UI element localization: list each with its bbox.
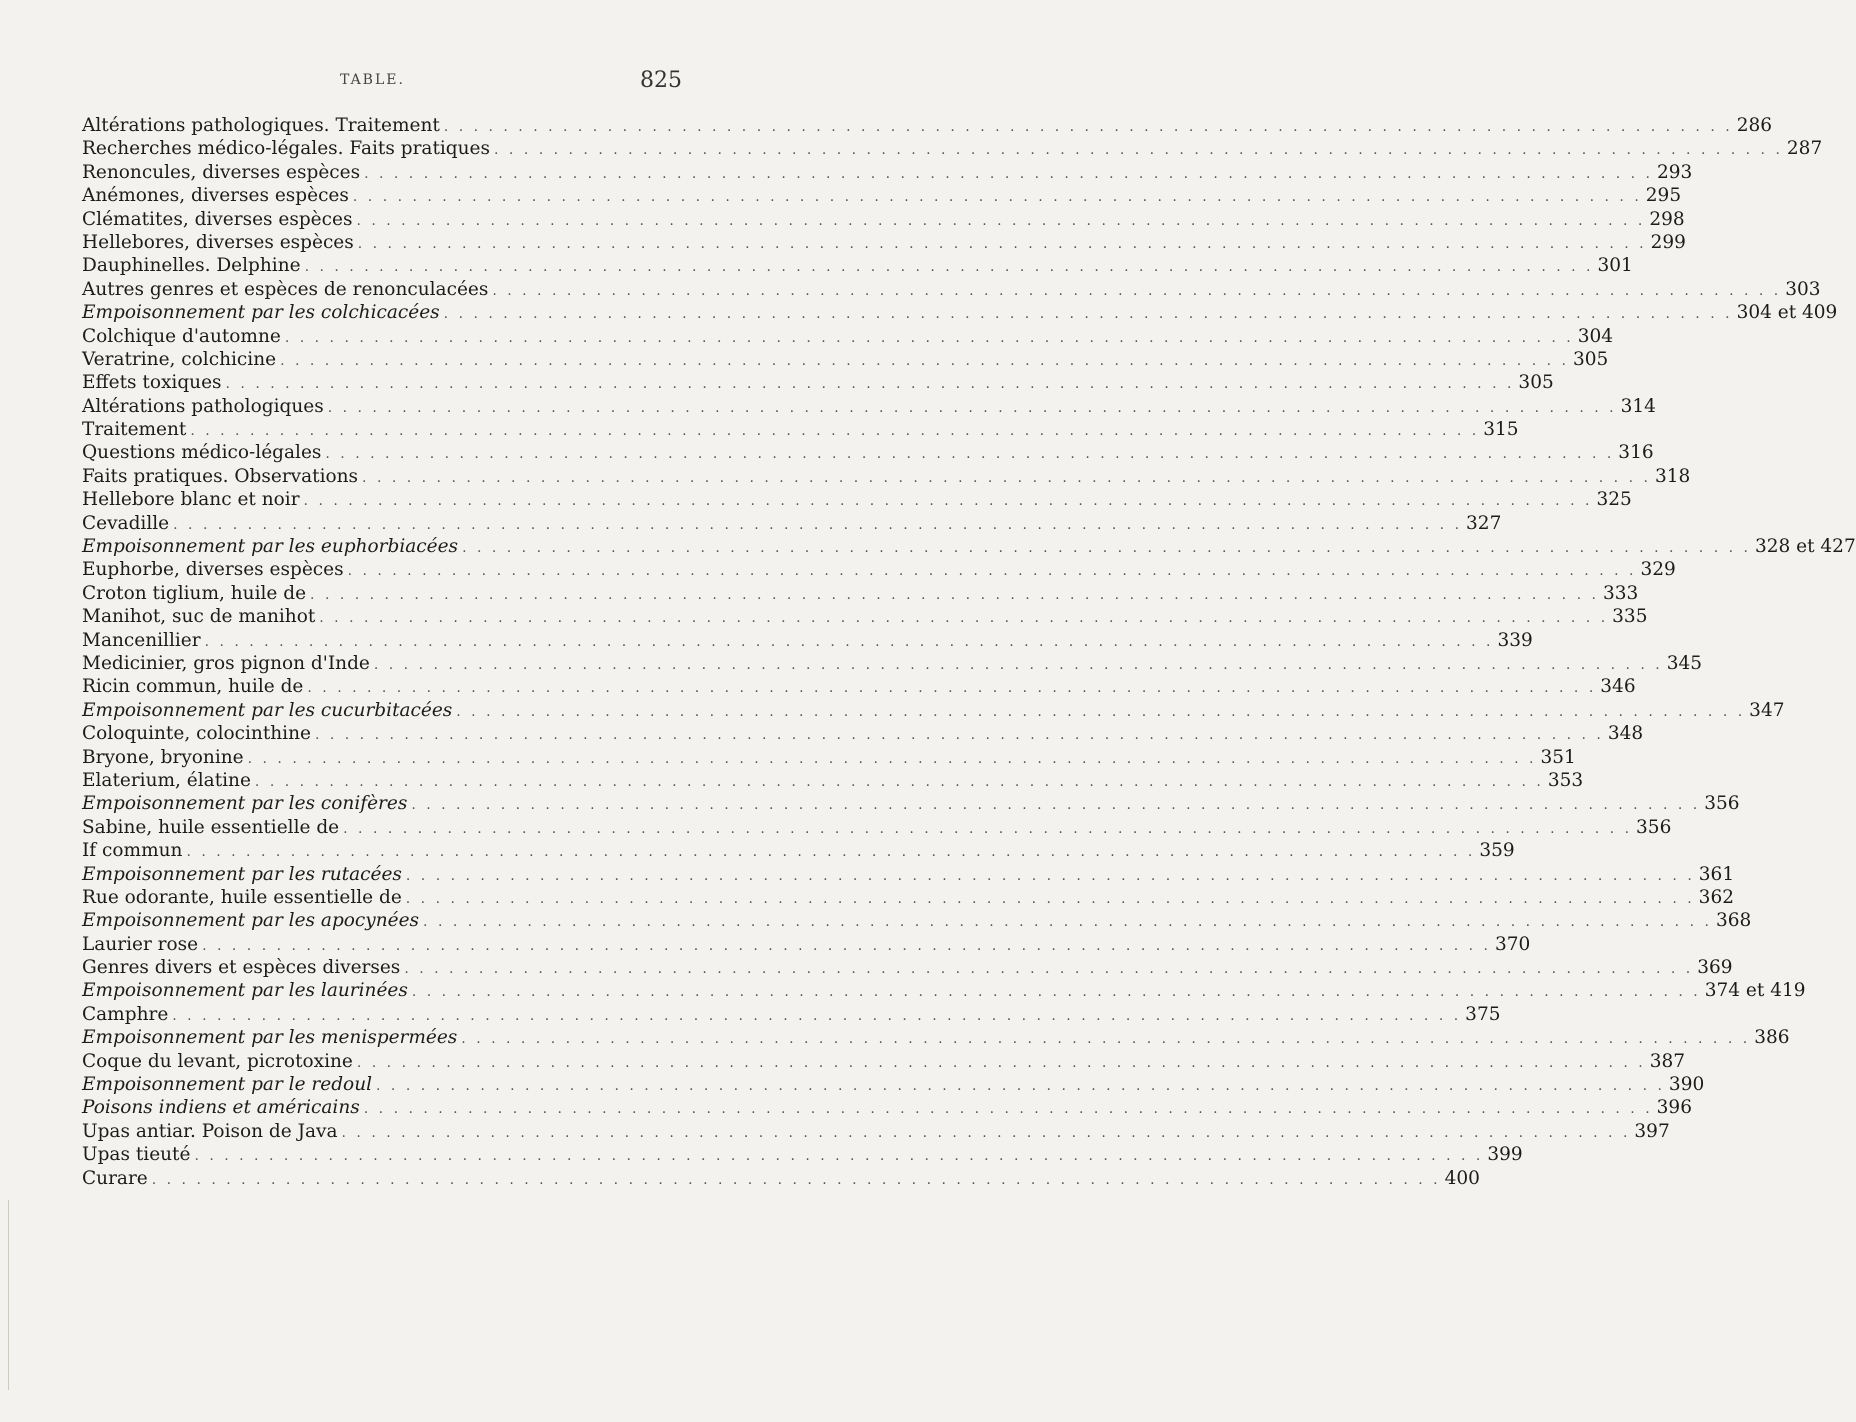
toc-entry-title: Empoisonnement par les rutacées [82, 863, 402, 885]
dot-leader [358, 233, 1647, 256]
dot-leader [376, 1075, 1665, 1098]
toc-entry [82, 208, 1685, 231]
dot-leader [173, 514, 1462, 537]
dot-leader [357, 1052, 1646, 1075]
toc-entry-title: Empoisonnement par les euphorbiacées [82, 536, 459, 558]
dot-leader [305, 256, 1594, 279]
toc-entry-title: Recherches médico-légales. Faits pratiques [82, 138, 491, 160]
toc-section-heading [82, 1073, 1705, 1096]
toc-section-heading [82, 699, 1785, 722]
toc-entry [82, 325, 1614, 348]
dot-leader [444, 116, 1733, 139]
toc-entry-title: Laurier rose [82, 933, 199, 955]
toc-entry [82, 605, 1648, 628]
toc-entry-page: 356 [1636, 816, 1672, 838]
toc-entry-title: Empoisonnement par les cucurbitacées [82, 699, 453, 721]
dot-leader [406, 888, 1695, 911]
page-number: 825 [640, 68, 682, 93]
toc-entry-page: 295 [1645, 185, 1682, 207]
toc-entry-page: 314 [1620, 395, 1656, 417]
toc-entry-title: Sabine, huile essentielle de [82, 816, 340, 838]
dot-leader [315, 724, 1604, 747]
toc-entry-page: 339 [1497, 629, 1533, 651]
toc-entry-page: 400 [1444, 1167, 1480, 1189]
toc-entry-page: 368 [1715, 910, 1752, 932]
toc-entry-title: Ricin commun, huile de [82, 676, 304, 698]
toc-entry-page: 375 [1465, 1003, 1501, 1025]
dot-leader [353, 186, 1642, 209]
toc-entry-page: 305 [1572, 348, 1609, 370]
dot-leader [364, 163, 1653, 186]
dot-leader [461, 1028, 1750, 1051]
toc-entry-title: Manihot, suc de manihot [82, 606, 316, 628]
dot-leader [325, 443, 1614, 466]
toc-entry [82, 675, 1636, 698]
toc-entry [82, 629, 1533, 652]
toc-entry-page: 353 [1547, 769, 1584, 791]
toc-entry [82, 395, 1656, 418]
toc-entry [82, 488, 1632, 511]
toc-entry [82, 1120, 1670, 1143]
toc-entry-title: Veratrine, colchicine [82, 348, 277, 370]
toc-entry [82, 886, 1734, 909]
toc-entry-page: 299 [1650, 231, 1686, 253]
toc-entry-page: 374 et 419 [1704, 980, 1806, 1002]
dot-leader [202, 935, 1491, 958]
toc-entry [82, 184, 1682, 207]
toc-entry-page: 325 [1596, 489, 1632, 511]
toc-entry-title: Altérations pathologiques [82, 395, 324, 417]
toc-entry-title: Elaterium, élatine [82, 769, 251, 791]
toc-entry [82, 1050, 1686, 1073]
toc-entry-title: Clématites, diverses espèces [82, 208, 353, 230]
toc-entry [82, 137, 1823, 160]
toc-section-heading [82, 792, 1740, 815]
toc-entry-title: Camphre [82, 1003, 169, 1025]
toc-entry-page: 351 [1540, 746, 1576, 768]
toc-entry-page: 333 [1602, 582, 1639, 604]
dot-leader [186, 841, 1475, 864]
toc-entry-page: 386 [1754, 1027, 1790, 1049]
dot-leader [374, 654, 1663, 677]
toc-entry-page: 345 [1666, 652, 1703, 674]
toc-section-heading [82, 1096, 1692, 1119]
dot-leader [462, 537, 1751, 560]
toc-entry-title: Altérations pathologiques. Traitement [82, 115, 440, 136]
toc-entry-title: Hellebore blanc et noir [82, 489, 300, 511]
toc-entry-title: Traitement [82, 419, 187, 441]
toc-entry [82, 1167, 1480, 1190]
dot-leader [304, 490, 1593, 513]
toc-entry-page: 328 et 427 [1754, 536, 1856, 558]
toc-entry-title: Empoisonnement par les menispermées [82, 1027, 458, 1049]
toc-entry-page: 387 [1649, 1050, 1686, 1072]
toc-entry [82, 933, 1531, 956]
toc-entry-title: Medicinier, gros pignon d'Inde [82, 652, 370, 674]
toc-entry [82, 512, 1502, 535]
toc-entry [82, 1143, 1523, 1166]
toc-entry [82, 114, 1772, 137]
toc-entry [82, 558, 1676, 581]
toc-entry [82, 1003, 1501, 1026]
dot-leader [280, 350, 1569, 373]
toc-section-heading [82, 535, 1856, 558]
toc-entry-title: Coloquinte, colocinthine [82, 723, 311, 745]
toc-entry-title: Curare [82, 1167, 148, 1189]
toc-entry-page: 397 [1634, 1120, 1670, 1142]
toc-entry-page: 399 [1487, 1144, 1523, 1166]
dot-leader [328, 397, 1617, 420]
toc-entry-page: 298 [1649, 208, 1685, 230]
dot-leader [444, 303, 1733, 326]
toc-entry-title: Upas tieuté [82, 1144, 191, 1166]
dot-leader [248, 748, 1537, 771]
toc-entry-title: Anémones, diverses espèces [82, 185, 349, 207]
toc-entry [82, 254, 1633, 277]
dot-leader [356, 210, 1645, 233]
toc-entry-page: 327 [1466, 512, 1502, 534]
dot-leader [205, 631, 1494, 654]
toc-entry-page: 304 et 409 [1736, 302, 1838, 324]
dot-leader [319, 607, 1608, 630]
dot-leader [406, 865, 1695, 888]
toc-entry-title: Empoisonnement par les apocynées [82, 910, 420, 932]
dot-leader [404, 958, 1693, 981]
dot-leader [152, 1169, 1441, 1192]
dot-leader [423, 911, 1712, 934]
running-head: TABLE. [340, 72, 405, 88]
toc-entry-page: 361 [1698, 863, 1735, 885]
page-header [0, 68, 800, 98]
dot-leader [494, 139, 1783, 162]
toc-section-heading [82, 301, 1838, 324]
toc-entry-title: Renoncules, diverses espèces [82, 161, 361, 183]
dot-leader [307, 677, 1596, 700]
toc-entry-title: Empoisonnement par les conifères [82, 793, 408, 815]
toc-entry-page: 369 [1697, 957, 1733, 979]
dot-leader [342, 1122, 1631, 1145]
toc-entry [82, 441, 1654, 464]
toc-entry-page: 287 [1786, 138, 1823, 160]
dot-leader [190, 420, 1479, 443]
toc-entry-page: 304 [1577, 325, 1614, 347]
toc-entry-page: 390 [1668, 1074, 1705, 1096]
toc-entry-title: Autres genres et espèces de renonculacées [82, 278, 489, 300]
toc-entry [82, 231, 1686, 254]
toc-entry [82, 816, 1672, 839]
toc-entry-page: 329 [1640, 559, 1676, 581]
dot-leader [411, 794, 1700, 817]
toc-entry [82, 956, 1733, 979]
toc-entry [82, 465, 1691, 488]
dot-leader [310, 584, 1599, 607]
toc-entry-page: 316 [1618, 442, 1654, 464]
toc-entry-page: 348 [1607, 723, 1644, 745]
margin-rule [8, 1200, 9, 1390]
toc-entry-title: Empoisonnement par les colchicacées [82, 302, 440, 324]
toc-entry-title: Questions médico-légales [82, 442, 322, 464]
toc-entry [82, 652, 1703, 675]
toc-entry-page: 359 [1479, 840, 1515, 862]
toc-entry-title: Bryone, bryonine [82, 746, 244, 768]
toc-entry-title: If commun [82, 840, 183, 862]
table-of-contents [82, 114, 1856, 1190]
dot-leader [456, 701, 1745, 724]
toc-entry-page: 362 [1698, 886, 1734, 908]
toc-entry-page: 286 [1736, 115, 1772, 136]
toc-entry [82, 418, 1519, 441]
toc-entry-title: Cevadille [82, 512, 170, 534]
toc-entry-title: Poisons indiens et américains [82, 1097, 360, 1119]
toc-entry-title: Croton tiglium, huile de [82, 582, 307, 604]
toc-section-heading [82, 1026, 1790, 1049]
toc-entry-title: Empoisonnement par les laurinées [82, 980, 408, 1002]
toc-entry [82, 839, 1515, 862]
toc-entry-page: 347 [1749, 699, 1785, 721]
toc-entry [82, 582, 1639, 605]
toc-entry-page: 318 [1654, 465, 1691, 487]
toc-entry [82, 769, 1584, 792]
toc-entry [82, 746, 1576, 769]
dot-leader [492, 280, 1781, 303]
dot-leader [285, 327, 1574, 350]
dot-leader [255, 771, 1544, 794]
toc-entry-page: 346 [1600, 676, 1636, 698]
toc-entry-title: Faits pratiques. Observations [82, 465, 359, 487]
toc-entry-page: 315 [1483, 419, 1519, 441]
toc-entry-page: 305 [1518, 372, 1554, 394]
dot-leader [364, 1098, 1653, 1121]
dot-leader [172, 1005, 1461, 1028]
toc-entry [82, 371, 1554, 394]
toc-entry [82, 722, 1644, 745]
toc-entry-page: 335 [1612, 606, 1648, 628]
dot-leader [348, 560, 1637, 583]
toc-entry-page: 301 [1597, 255, 1633, 277]
toc-entry-title: Genres divers et espèces diverses [82, 957, 401, 979]
toc-entry-page: 303 [1785, 278, 1821, 300]
toc-entry-title: Effets toxiques [82, 372, 222, 394]
toc-entry-title: Empoisonnement par le redoul [82, 1074, 373, 1096]
toc-entry-title: Rue odorante, huile essentielle de [82, 886, 402, 908]
toc-entry-page: 370 [1494, 933, 1531, 955]
toc-entry [82, 348, 1609, 371]
toc-section-heading [82, 979, 1806, 1002]
toc-entry-title: Mancenillier [82, 629, 201, 651]
toc-entry-title: Colchique d'automne [82, 325, 281, 347]
dot-leader [412, 981, 1701, 1004]
toc-entry-title: Upas antiar. Poison de Java [82, 1120, 338, 1142]
toc-entry-title: Hellebores, diverses espèces [82, 231, 354, 253]
dot-leader [343, 818, 1632, 841]
dot-leader [194, 1145, 1483, 1168]
toc-entry [82, 278, 1821, 301]
toc-entry-title: Dauphinelles. Delphine [82, 255, 301, 277]
toc-entry-page: 396 [1656, 1097, 1692, 1119]
toc-entry-title: Coque du levant, picrotoxine [82, 1050, 353, 1072]
toc-entry-page: 293 [1657, 161, 1693, 183]
toc-entry-page: 356 [1704, 793, 1740, 815]
dot-leader [226, 373, 1515, 396]
toc-section-heading [82, 863, 1735, 886]
toc-entry [82, 161, 1693, 184]
toc-entry-title: Euphorbe, diverses espèces [82, 559, 344, 581]
dot-leader [362, 467, 1651, 490]
toc-section-heading [82, 909, 1752, 932]
